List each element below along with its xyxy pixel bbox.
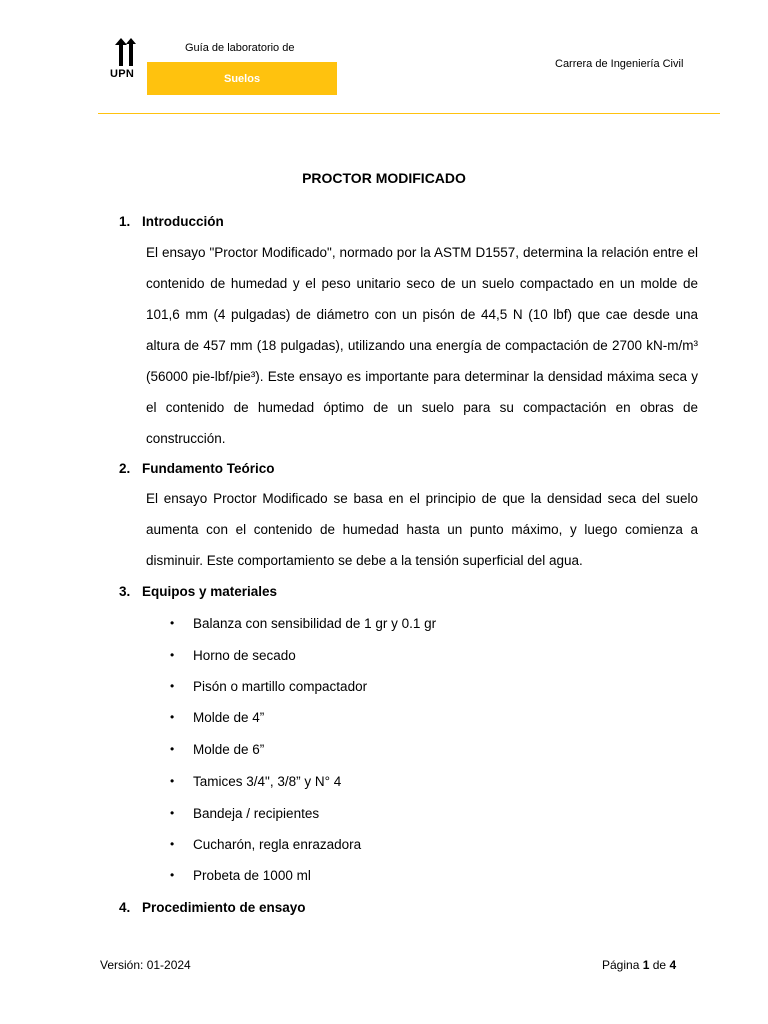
bullet-icon: • [170, 648, 175, 662]
page-total: 4 [669, 958, 677, 972]
bullet-icon: • [170, 837, 175, 851]
page-indicator [602, 958, 676, 972]
section-heading-equipos [119, 584, 277, 599]
page-of: de [652, 958, 667, 972]
upn-logo [110, 38, 146, 80]
theory-paragraph: El ensayo Proctor Modificado se basa en el principio de que la densidad seca del suelo aumenta con el contenido de humedad hasta un punto máximo, y luego comienza a disminuir. Este comportamiento se debe a la tensión superficial del agua. [146, 491, 698, 568]
version-label: Versión: 01-2024 [100, 958, 191, 972]
intro-paragraph: El ensayo "Proctor Modificado", normado por la ASTM D1557, determina la relación entre el contenido de humedad y el peso unitario seco de un suelo compactado en un molde de 101,6 mm (4 pulgadas) de diámetro con un pisón de 44,5 N (10 lbf) que cae desde una altura de 457 mm (18 pulgadas), utilizando una energía de compactación de 2700 kN-m/m³ (56000 pie-lbf/pie³). Este ensayo es importante para determinar la densidad máxima seca y el contenido de humedad óptimo de un suelo para su compactación en obras de construcción. [146, 245, 698, 446]
section-number: 4. [119, 900, 131, 915]
section-heading-procedimiento [119, 900, 306, 915]
section-number: 1. [119, 214, 131, 229]
page-prefix: Página [602, 958, 640, 972]
logo-text: UPN [110, 68, 135, 80]
bullet-icon: • [170, 868, 175, 882]
document-title: PROCTOR MODIFICADO [302, 170, 466, 186]
upn-arrows-icon [114, 38, 138, 66]
bullet-icon: • [170, 616, 175, 630]
bullet-icon: • [170, 742, 175, 756]
career-label: Carrera de Ingeniería Civil [555, 58, 684, 70]
bullet-icon: • [170, 710, 175, 724]
section-title: Equipos y materiales [142, 584, 278, 599]
section-title: Procedimiento de ensayo [142, 900, 306, 915]
bullet-icon: • [170, 806, 175, 820]
section-heading-introduccion [119, 214, 224, 229]
section-title: Introducción [142, 214, 224, 229]
guide-label: Guía de laboratorio de [185, 42, 295, 54]
page-current: 1 [642, 958, 650, 972]
bullet-icon: • [170, 679, 175, 693]
section-number: 3. [119, 584, 131, 599]
section-title: Fundamento Teórico [142, 461, 275, 476]
subject-bar [147, 62, 337, 95]
header-divider [98, 113, 720, 114]
subject-label: Suelos [224, 73, 261, 85]
bullet-icon: • [170, 774, 175, 788]
section-heading-fundamento [119, 461, 275, 476]
section-number: 2. [119, 461, 131, 476]
